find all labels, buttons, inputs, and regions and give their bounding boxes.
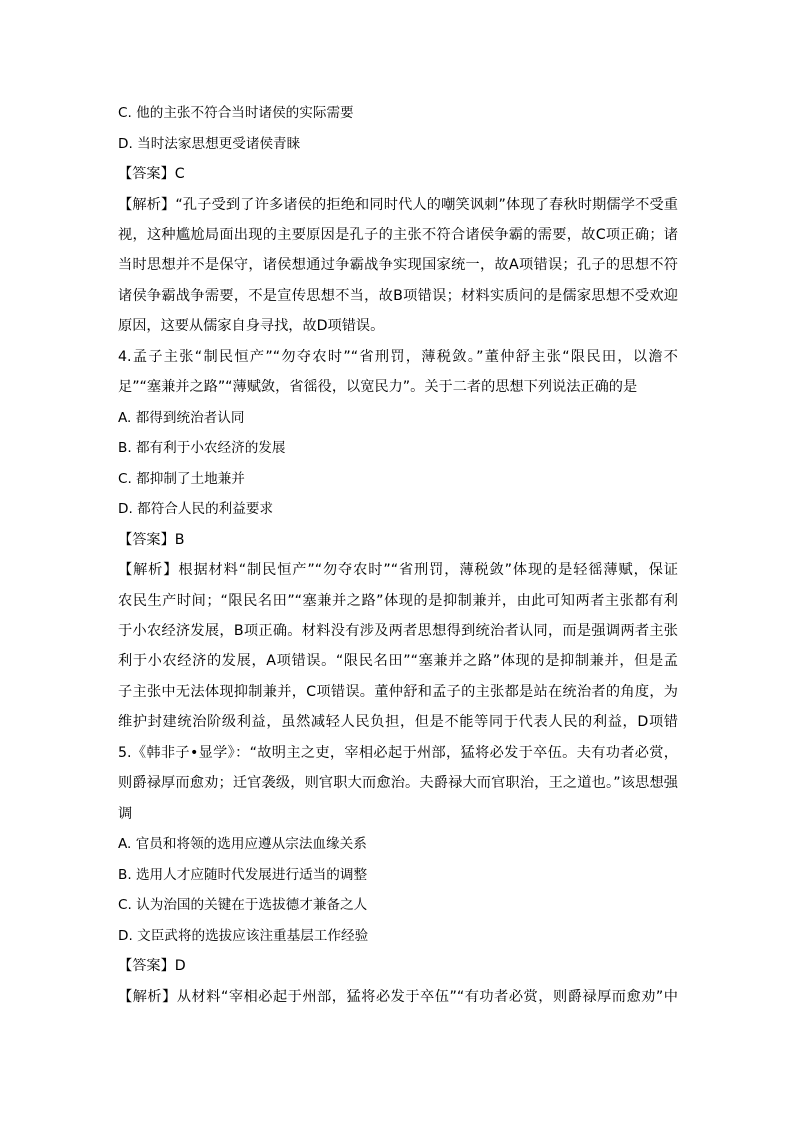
option-b: B. 都有利于小农经济的发展 — [118, 440, 286, 456]
analysis-line: 维护封建统治阶级利益，虽然减轻人民负担，但是不能等同于代表人民的利益，D项错 — [118, 714, 678, 730]
analysis-line: 当时思想并不是保守，诸侯想通过争霸战争实现国家统一，故A项错误；孔子的思想不符 — [118, 257, 678, 273]
option-c: C. 认为治国的关键在于选拔德才兼备之人 — [118, 897, 368, 913]
option-d: D. 当时法家思想更受诸侯青睐 — [118, 136, 301, 152]
answer-line: 【答案】D — [118, 958, 186, 974]
answer-line: 【答案】B — [118, 532, 185, 548]
option-b: B. 选用人才应随时代发展进行适当的调整 — [118, 867, 368, 883]
option-c: C. 都抑制了土地兼并 — [118, 471, 245, 487]
analysis-line: 视，这种尴尬局面出现的主要原因是孔子的主张不符合诸侯争霸的需要，故C项正确；诸 — [118, 227, 678, 243]
option-a: A. 都得到统治者认同 — [118, 410, 245, 426]
option-d: D. 文臣武将的选拔应该注重基层工作经验 — [118, 928, 369, 944]
analysis-line: 于小农经济发展，B项正确。材料没有涉及两者思想得到统治者认同，而是强调两者主张 — [118, 623, 678, 639]
analysis-line: 农民生产时间；“限民名田”“塞兼并之路”体现的是抑制兼并，由此可知两者主张都有利 — [118, 593, 678, 609]
question-stem: 4.孟子主张“制民恒产”“勿夺农时”“省刑罚，薄税敛。”董仲舒主张“限民田，以澹不 — [118, 349, 678, 365]
analysis-line: 利于小农经济的发展，A项错误。“限民名田”“塞兼并之路”体现的是抑制兼并，但是孟 — [118, 653, 678, 669]
analysis-line: 【解析】从材料“宰相必起于州部，猛将必发于卒伍”“有功者必赏，则爵禄厚而愈劝”中 — [118, 989, 678, 1005]
question-stem: 则爵禄厚而愈劝；迁官袭级，则官职大而愈治。夫爵禄大而官职治，王之道也。”该思想强 — [118, 775, 678, 791]
answer-line: 【答案】C — [118, 166, 185, 182]
question-stem: 足”“塞兼并之路”“薄赋敛，省徭役，以宽民力”。关于二者的思想下列说法正确的是 — [118, 379, 638, 395]
question-stem: 5.《韩非子•显学》：“故明主之吏，宰相必起于州部，猛将必发于卒伍。夫有功者必赏， — [118, 745, 678, 761]
analysis-line: 子主张中无法体现抑制兼并，C项错误。董仲舒和孟子的主张都是站在统治者的角度，为 — [118, 684, 678, 700]
question-stem: 调 — [118, 806, 133, 822]
option-c: C. 他的主张不符合当时诸侯的实际需要 — [118, 105, 354, 121]
option-d: D. 都符合人民的利益要求 — [118, 501, 274, 517]
analysis-line: 【解析】根据材料“制民恒产”“勿夺农时”“省刑罚，薄税敛”体现的是轻徭薄赋，保证 — [118, 562, 678, 578]
option-a: A. 官员和将领的选用应遵从宗法血缘关系 — [118, 836, 367, 852]
analysis-line: 原因，这要从儒家自身寻找，故D项错误。 — [118, 318, 385, 334]
analysis-line: 【解析】“孔子受到了许多诸侯的拒绝和同时代人的嘲笑讽刺”体现了春秋时期儒学不受重 — [118, 197, 678, 213]
analysis-line: 诸侯争霸战争需要，不是宣传思想不当，故B项错误；材料实质问的是儒家思想不受欢迎 — [118, 288, 678, 304]
